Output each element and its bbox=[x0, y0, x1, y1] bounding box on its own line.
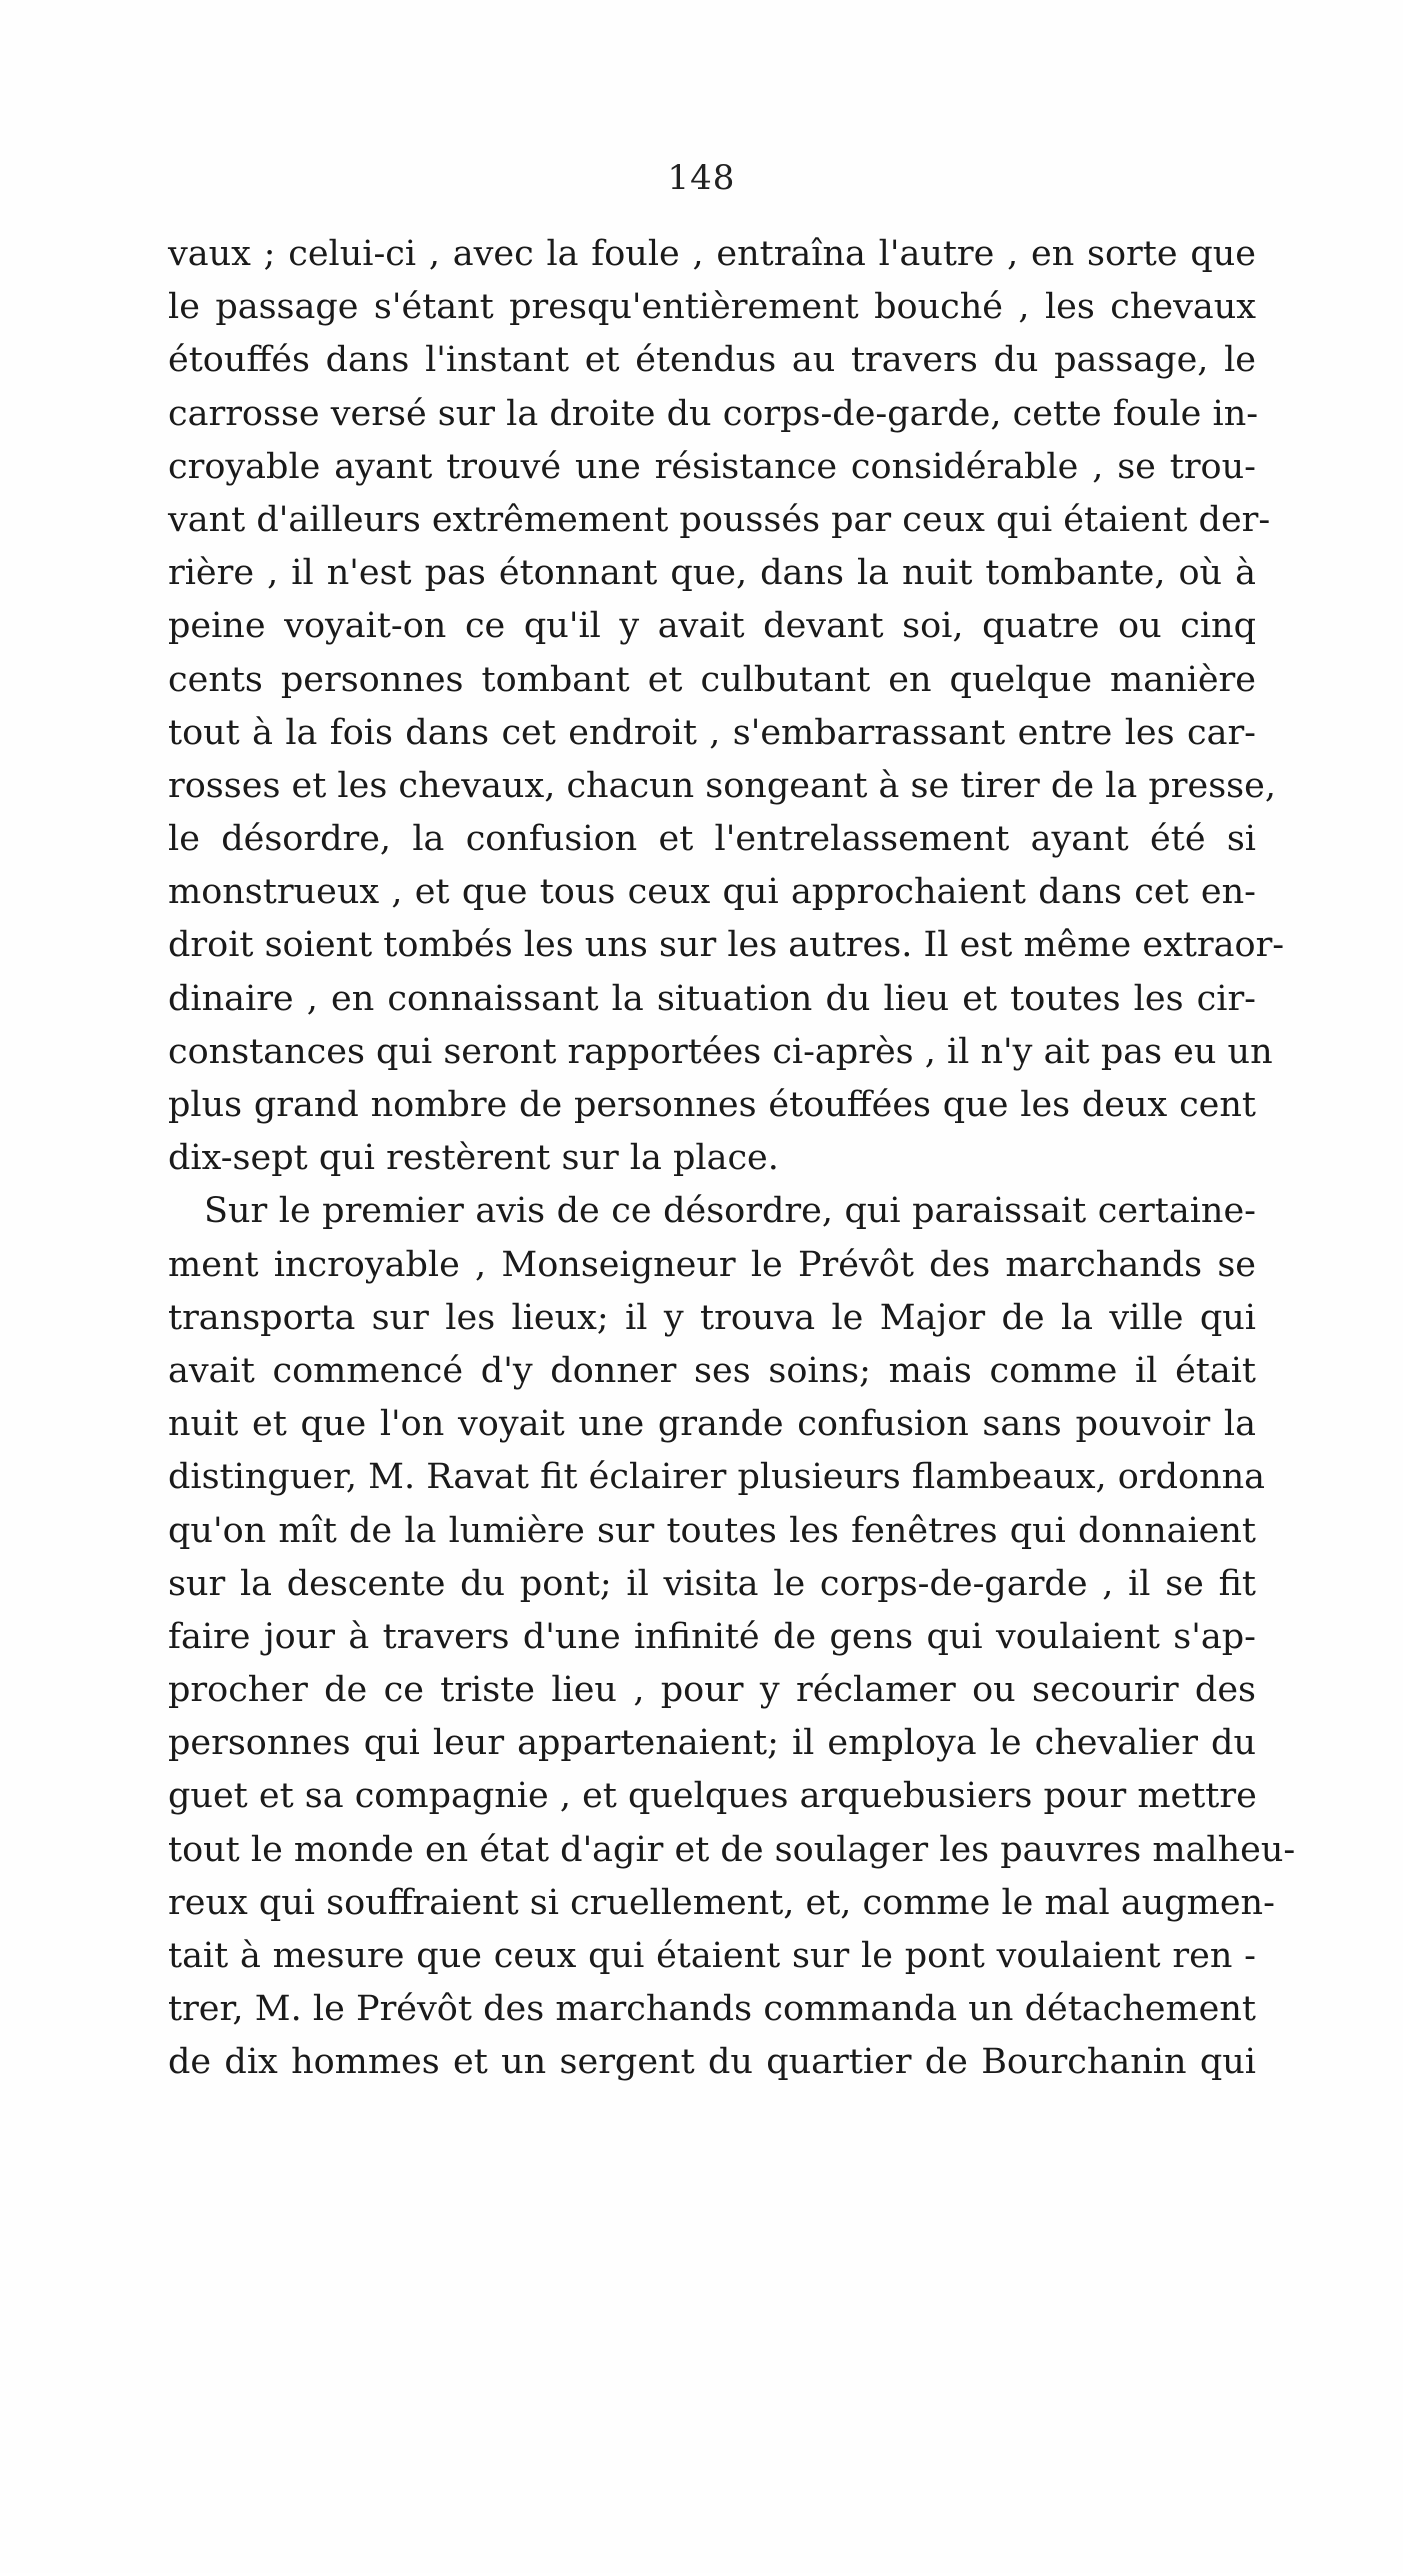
text-line: le désordre, la confusion et l'entrelassement ayant été si bbox=[168, 819, 1256, 860]
text-line: nuit et que l'on voyait une grande confusion sans pouvoir la bbox=[168, 1404, 1256, 1445]
text-line: droit soient tombés les uns sur les autres. Il est même extraor- bbox=[168, 925, 1285, 966]
text-line: guet et sa compagnie , et quelques arquebusiers pour mettre bbox=[168, 1776, 1257, 1817]
text-line: tait à mesure que ceux qui étaient sur le pont voulaient ren - bbox=[168, 1936, 1256, 1976]
page-number: 148 bbox=[667, 158, 736, 198]
text-line: monstrueux , et que tous ceux qui approchaient dans cet en- bbox=[168, 872, 1256, 913]
text-line: étouffés dans l'instant et étendus au travers du passage, le bbox=[168, 340, 1256, 381]
text-line: personnes qui leur appartenaient; il employa le chevalier du bbox=[168, 1723, 1256, 1764]
text-line: faire jour à travers d'une infinité de gens qui voulaient s'ap- bbox=[168, 1616, 1256, 1657]
text-line: dinaire , en connaissant la situation du lieu et toutes les cir- bbox=[168, 978, 1256, 1019]
text-line: rière , il n'est pas étonnant que, dans la nuit tombante, où à bbox=[168, 553, 1256, 594]
text-line: cents personnes tombant et culbutant en quelque manière bbox=[168, 659, 1256, 700]
text-line: ment incroyable , Monseigneur le Prévôt des marchands se bbox=[168, 1244, 1256, 1285]
text-line: constances qui seront rapportées ci-après , il n'y ait pas eu un bbox=[168, 1031, 1273, 1072]
text-line: sur la descente du pont; il visita le corps-de-garde , il se fit bbox=[168, 1563, 1256, 1604]
body-text bbox=[168, 228, 1296, 2090]
text-line: vant d'ailleurs extrêmement poussés par ceux qui étaient der- bbox=[168, 499, 1271, 540]
text-line: procher de ce triste lieu , pour y réclamer ou secourir des bbox=[168, 1670, 1256, 1711]
text-line: le passage s'étant presqu'entièrement bouché , les chevaux bbox=[168, 287, 1256, 328]
text-line: distinguer, M. Ravat fit éclairer plusieurs flambeaux, ordonna bbox=[168, 1457, 1266, 1498]
text-line: reux qui souffraient si cruellement, et, comme le mal augmen- bbox=[168, 1882, 1275, 1923]
text-line: tout à la fois dans cet endroit , s'embarrassant entre les car- bbox=[168, 712, 1256, 753]
text-line: avait commencé d'y donner ses soins; mais comme il était bbox=[168, 1350, 1256, 1391]
text-line: Sur le premier avis de ce désordre, qui paraissait certaine- bbox=[204, 1191, 1256, 1232]
text-line: plus grand nombre de personnes étouffées que les deux cent bbox=[168, 1085, 1256, 1125]
text-line: vaux ; celui-ci , avec la foule , entraîna l'autre , en sorte que bbox=[168, 234, 1256, 274]
text-line: qu'on mît de la lumière sur toutes les fenêtres qui donnaient bbox=[168, 1510, 1256, 1551]
text-line: dix-sept qui restèrent sur la place. bbox=[168, 1138, 779, 1179]
text-line: croyable ayant trouvé une résistance considérable , se trou- bbox=[168, 446, 1256, 487]
text-line: de dix hommes et un sergent du quartier de Bourchanin qui bbox=[168, 2042, 1256, 2083]
text-line: rosses et les chevaux, chacun songeant à se tirer de la presse, bbox=[168, 765, 1276, 806]
text-line: peine voyait-on ce qu'il y avait devant soi, quatre ou cinq bbox=[168, 606, 1256, 647]
text-line: tout le monde en état d'agir et de soulager les pauvres malheu- bbox=[168, 1829, 1296, 1870]
text-line: trer, M. le Prévôt des marchands commanda un détachement bbox=[168, 1989, 1256, 2030]
text-line: carrosse versé sur la droite du corps-de-garde, cette foule in- bbox=[168, 393, 1259, 434]
text-line: transporta sur les lieux; il y trouva le Major de la ville qui bbox=[168, 1297, 1256, 1338]
